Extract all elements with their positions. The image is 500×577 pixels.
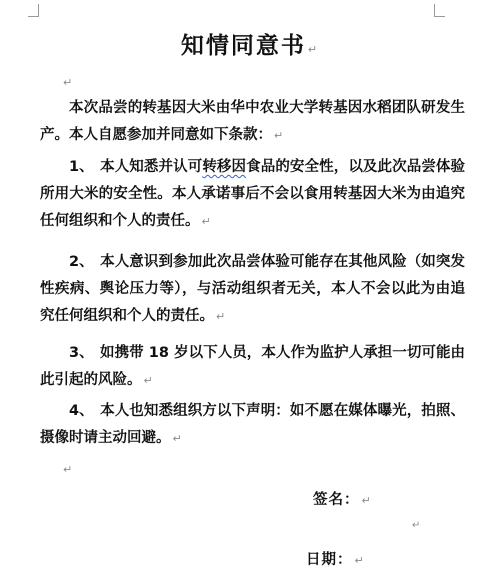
clause-text: 本人知悉并认可 [100,159,203,175]
clause-number: 4、 [69,403,94,419]
document-title [0,27,500,60]
intro-text: 本次品尝的转基因大米由华中农业大学转基因水稻团队研发生产。本人自愿参加并同意如下条款： [40,100,465,143]
clause-3 [40,340,465,394]
paragraph-mark-icon: ↵ [274,129,284,142]
paragraph-mark-icon: ↵ [361,494,372,507]
paragraph-mark-icon: ↵ [412,520,421,531]
clause-number: 1、 [69,159,94,175]
paragraph-mark-icon: ↵ [201,215,211,228]
clause-4 [40,398,465,452]
crop-mark-top-right [434,4,445,17]
date-label-text: 日期： [306,552,353,568]
signature-label-text: 签名： [313,492,360,508]
signature-label [313,488,372,509]
spellcheck-marked-text: 转移因 [202,159,247,175]
clause-number: 2、 [69,254,94,270]
paragraph-mark-icon: ↵ [172,432,182,445]
document-title-text: 知情同意书 [180,33,306,59]
date-label [306,548,365,569]
paragraph-mark-icon: ↵ [143,374,153,387]
clause-number: 3、 [69,345,94,361]
clause-text: 本人也知悉组织方以下声明：如不愿在媒体曝光，拍照、摄像时请主动回避。 [40,403,465,446]
crop-mark-top-left [28,4,39,17]
paragraph-mark-icon: ↵ [63,76,73,89]
clause-text: 如携带 18 岁以下人员，本人作为监护人承担一切可能由此引起的风险。 [40,345,465,388]
clause-text: 本人意识到参加此次品尝体验可能存在其他风险（如突发性疾病、舆论压力等），与活动组织者无关，本人不会以此为由追究任何组织和个人的责任。 [40,254,465,324]
paragraph-mark-icon: ↵ [216,310,226,323]
intro-paragraph [40,95,465,149]
clause-2 [40,249,465,330]
paragraph-mark-icon: ↵ [307,43,320,56]
clause-text: 食品的安全性，以及此次品尝体验所用大米的安全性。本人承诺事后不会以食用转基因大米为由追究任何组织和个人的责任。 [40,159,466,229]
paragraph-mark-icon: ↵ [354,554,365,567]
paragraph-mark-icon: ↵ [63,463,73,476]
clause-1 [40,154,465,235]
